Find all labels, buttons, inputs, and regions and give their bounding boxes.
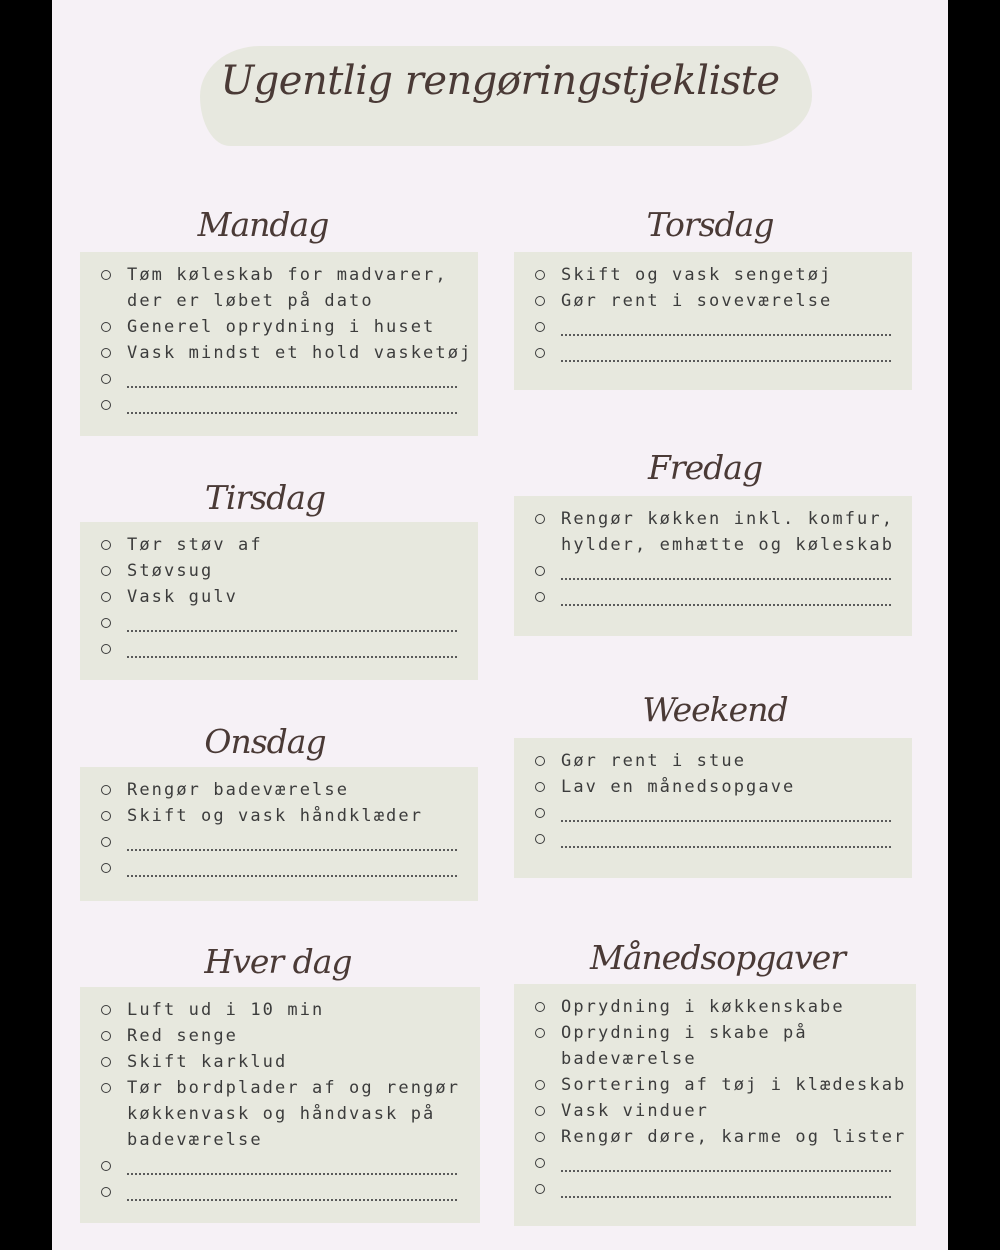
checklist-item-label: Vask vinduer <box>561 1101 710 1121</box>
checklist-item[interactable] <box>80 1179 480 1205</box>
box-hverdag <box>80 987 480 1223</box>
heading-mandag: Mandag <box>197 205 329 244</box>
checklist-item-label: Tør støv af <box>127 535 263 555</box>
blank-line <box>127 388 457 414</box>
blank-line <box>561 580 891 606</box>
checkbox-circle-icon[interactable] <box>101 1057 111 1067</box>
checklist-item[interactable] <box>514 584 912 610</box>
checklist-item-label: Oprydning i køkkenskabe <box>561 997 845 1017</box>
box-fredag <box>514 496 912 636</box>
checklist-item[interactable] <box>80 532 478 558</box>
box-mandag <box>80 252 478 436</box>
heading-weekend: Weekend <box>642 690 788 729</box>
checkbox-circle-icon[interactable] <box>101 837 111 847</box>
box-onsdag <box>80 767 478 901</box>
checklist-item-label: Sortering af tøj i klædeskab <box>561 1075 907 1095</box>
checkbox-circle-icon[interactable] <box>101 785 111 795</box>
checkbox-circle-icon[interactable] <box>535 1158 545 1168</box>
checklist-item[interactable] <box>514 506 912 558</box>
checklist-item-label: Oprydning i skabe på badeværelse <box>561 1023 808 1069</box>
checklist-item-label: Rengør døre, karme og lister <box>561 1127 907 1147</box>
checklist-item[interactable] <box>80 558 478 584</box>
box-maanedsopgaver <box>514 984 916 1226</box>
blank-line <box>561 1172 891 1198</box>
checkbox-circle-icon[interactable] <box>535 834 545 844</box>
checklist-item[interactable] <box>514 748 912 774</box>
checkbox-circle-icon[interactable] <box>535 1028 545 1038</box>
checkbox-circle-icon[interactable] <box>101 644 111 654</box>
checklist-item[interactable] <box>80 262 478 314</box>
checklist-item[interactable] <box>514 1020 916 1072</box>
box-weekend <box>514 738 912 878</box>
checklist-item[interactable] <box>514 340 912 366</box>
checklist-item[interactable] <box>80 855 478 881</box>
checkbox-circle-icon[interactable] <box>535 1106 545 1116</box>
checkbox-circle-icon[interactable] <box>101 1187 111 1197</box>
checkbox-circle-icon[interactable] <box>101 400 111 410</box>
checklist-item-label: Tør bordplader af og rengør køkkenvask og håndvask på badeværelse <box>127 1078 461 1150</box>
blank-line <box>127 606 457 632</box>
checkbox-circle-icon[interactable] <box>535 296 545 306</box>
checklist-item-label: Red senge <box>127 1026 239 1046</box>
checklist-item[interactable] <box>514 994 916 1020</box>
checklist-item[interactable] <box>514 1176 916 1202</box>
checkbox-circle-icon[interactable] <box>535 566 545 576</box>
checkbox-circle-icon[interactable] <box>101 811 111 821</box>
heading-torsdag: Torsdag <box>646 205 774 244</box>
checklist-item-label: Lav en månedsopgave <box>561 777 796 797</box>
page-title: Ugentlig rengøringstjekliste <box>220 58 780 104</box>
heading-onsdag: Onsdag <box>204 722 326 761</box>
checkbox-circle-icon[interactable] <box>101 348 111 358</box>
blank-line <box>561 822 891 848</box>
checklist-item[interactable] <box>514 262 912 288</box>
checkbox-circle-icon[interactable] <box>535 592 545 602</box>
checklist-item-label: Skift karklud <box>127 1052 288 1072</box>
checklist-item[interactable] <box>514 1072 916 1098</box>
checklist-item[interactable] <box>80 392 478 418</box>
heading-hverdag: Hver dag <box>204 942 352 981</box>
checkbox-circle-icon[interactable] <box>101 374 111 384</box>
heading-maanedsopgaver: Månedsopgaver <box>589 938 846 977</box>
checklist-item[interactable] <box>80 314 478 340</box>
checkbox-circle-icon[interactable] <box>101 540 111 550</box>
blank-line <box>561 796 891 822</box>
blank-line <box>561 336 891 362</box>
checkbox-circle-icon[interactable] <box>535 1184 545 1194</box>
checkbox-circle-icon[interactable] <box>101 863 111 873</box>
checklist-item[interactable] <box>80 1023 480 1049</box>
checklist-item[interactable] <box>80 997 480 1023</box>
checklist-item[interactable] <box>80 636 478 662</box>
box-torsdag <box>514 252 912 390</box>
checkbox-circle-icon[interactable] <box>101 1083 111 1093</box>
blank-line <box>561 554 891 580</box>
checkbox-circle-icon[interactable] <box>101 618 111 628</box>
checkbox-circle-icon[interactable] <box>101 270 111 280</box>
checklist-item-label: Støvsug <box>127 561 214 581</box>
checklist-item-label: Vask gulv <box>127 587 239 607</box>
blank-line <box>127 851 457 877</box>
checkbox-circle-icon[interactable] <box>535 1002 545 1012</box>
checklist-item-label: Gør rent i soveværelse <box>561 291 833 311</box>
checkbox-circle-icon[interactable] <box>101 1031 111 1041</box>
blank-line <box>127 362 457 388</box>
checklist-item-label: Generel oprydning i huset <box>127 317 436 337</box>
checklist-item-label: Rengør køkken inkl. komfur, hylder, emhætte og køleskab <box>561 509 895 555</box>
checklist-item-label: Skift og vask sengetøj <box>561 265 833 285</box>
blank-line <box>127 825 457 851</box>
checkbox-circle-icon[interactable] <box>101 1161 111 1171</box>
checklist-item-label: Gør rent i stue <box>561 751 747 771</box>
checkbox-circle-icon[interactable] <box>535 1132 545 1142</box>
checklist-item[interactable] <box>80 777 478 803</box>
checkbox-circle-icon[interactable] <box>535 782 545 792</box>
checkbox-circle-icon[interactable] <box>535 514 545 524</box>
checkbox-circle-icon[interactable] <box>535 270 545 280</box>
checkbox-circle-icon[interactable] <box>535 1080 545 1090</box>
blank-line <box>127 1175 457 1201</box>
checkbox-circle-icon[interactable] <box>535 808 545 818</box>
checkbox-circle-icon[interactable] <box>535 348 545 358</box>
checkbox-circle-icon[interactable] <box>101 1005 111 1015</box>
blank-line <box>561 1146 891 1172</box>
heading-fredag: Fredag <box>647 448 763 487</box>
checkbox-circle-icon[interactable] <box>101 566 111 576</box>
checkbox-circle-icon[interactable] <box>535 322 545 332</box>
heading-tirsdag: Tirsdag <box>204 478 326 517</box>
checkbox-circle-icon[interactable] <box>101 322 111 332</box>
checklist-item-label: Vask mindst et hold vasketøj <box>127 343 473 363</box>
checklist-item[interactable] <box>80 1075 480 1153</box>
checklist-item-label: Luft ud i 10 min <box>127 1000 325 1020</box>
checklist-item[interactable] <box>514 1098 916 1124</box>
blank-line <box>127 632 457 658</box>
checklist-item[interactable] <box>80 1049 480 1075</box>
checklist-item[interactable] <box>514 826 912 852</box>
blank-line <box>561 310 891 336</box>
blank-line <box>127 1149 457 1175</box>
checkbox-circle-icon[interactable] <box>535 756 545 766</box>
box-tirsdag <box>80 522 478 680</box>
checklist-item-label: Rengør badeværelse <box>127 780 350 800</box>
checklist-item-label: Skift og vask håndklæder <box>127 806 424 826</box>
checklist-item-label: Tøm køleskab for madvarer, der er løbet på dato <box>127 265 448 311</box>
checkbox-circle-icon[interactable] <box>101 592 111 602</box>
